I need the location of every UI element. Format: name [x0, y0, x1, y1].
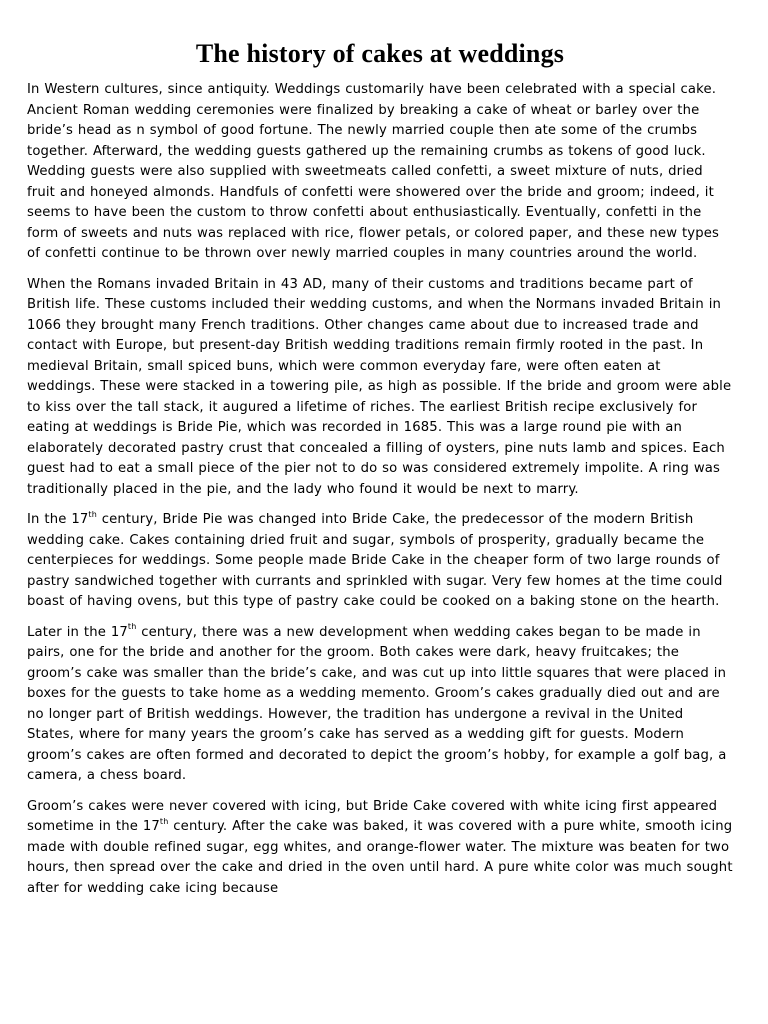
paragraph-text-before: Later in the 17 [27, 624, 128, 640]
ordinal-suffix: th [159, 816, 169, 826]
paragraph-icing [27, 797, 733, 900]
ordinal-suffix: th [127, 622, 137, 632]
paragraph-britain-customs: When the Romans invaded Britain in 43 AD, many of their customs and traditions became part of British life. These customs included their wedding customs, and when the Normans invaded Britain in 1066 they brought many French traditions. Other changes came about due to increased trade and contact with Europe, but present-day British wedding traditions remain firmly rooted in the past. In medieval Britain, small spiced buns, which were common everyday fare, were often eaten at weddings. These were stacked in a towering pile, as high as possible. If the bride and groom were able to kiss over the tall stack, it augured a lifetime of riches. The earliest British recipe exclusively for eating at weddings is Bride Pie, which was recorded in 1685. This was a large round pie with an elaborately decorated pastry crust that concealed a filling of oysters, pine nuts lamb and spices. Each guest had to eat a small piece of the pier not to do so was considered extremely impolite. A ring was traditionally placed in the pie, and the lady who found it would be next to marry. [27, 276, 732, 497]
paragraph-roman-origins: In Western cultures, since antiquity. Weddings customarily have been celebrated with a special cake. Ancient Roman wedding ceremonies were finalized by breaking a cake of wheat or barley over the bride’s head as n symbol of good fortune. The newly married couple then ate some of the crumbs together. Afterward, the wedding guests gathered up the remaining crumbs as tokens of good luck. Wedding guests were also supplied with sweetmeats called confetti, a sweet mixture of nuts, dried fruit and honeyed almonds. Handfuls of confetti were showered over the bride and groom; indeed, it seems to have been the custom to throw confetti about enthusiastically. Eventually, confetti in the form of sweets and nuts was replaced with rice, flower petals, or colored paper, and these new types of confetti continue to be thrown over newly married couples in many countries around the world. [27, 82, 720, 261]
page-title: The history of cakes at weddings [195, 39, 565, 68]
paragraph-text-after: century. After the cake was baked, it was covered with a pure white, smooth icing made with double refined sugar, egg whites, and orange-flower water. The mixture was beaten for two hours, then spread over the cake and dried in the oven until hard. A pure white color was much sought after for wedding cake icing because [27, 819, 733, 896]
document-page [27, 38, 733, 909]
paragraph-bride-cake [27, 510, 733, 613]
paragraph-text-before: Groom’s cakes were never covered with icing, but Bride Cake covered with white icing first appeared sometime in the 17 [27, 798, 718, 834]
ordinal-suffix: th [88, 509, 97, 519]
paragraph-text-after: century, Bride Pie was changed into Bride Cake, the predecessor of the modern British wedding cake. Cakes containing dried fruit and sugar, symbols of prosperity, gradually became the centerpieces for weddings. Some people made Bride Cake in the cheaper form of two large rounds of pastry sandwiched together with currants and sprinkled with sugar. Very few homes at the time could boast of having ovens, but this type of pastry cake could be cooked on a baking stone on the hearth. [27, 512, 723, 609]
paragraph-text-after: century, there was a new development when wedding cakes began to be made in pairs, one for the bride and another for the groom. Both cakes were dark, heavy fruitcakes; the groom’s cake was smaller than the bride’s cake, and was cut up into little squares that were placed in boxes for the guests to take home as a wedding memento. Groom’s cakes gradually died out and are no longer part of British weddings. However, the tradition has undergone a revival in the United States, where for many years the groom’s cake has served as a wedding gift for guests. Modern groom’s cakes are often formed and decorated to depict the groom’s hobby, for example a golf bag, a camera, a chess board. [27, 624, 727, 783]
paragraph-grooms-cake [27, 623, 733, 787]
paragraph-text-before: In the 17 [27, 512, 89, 527]
